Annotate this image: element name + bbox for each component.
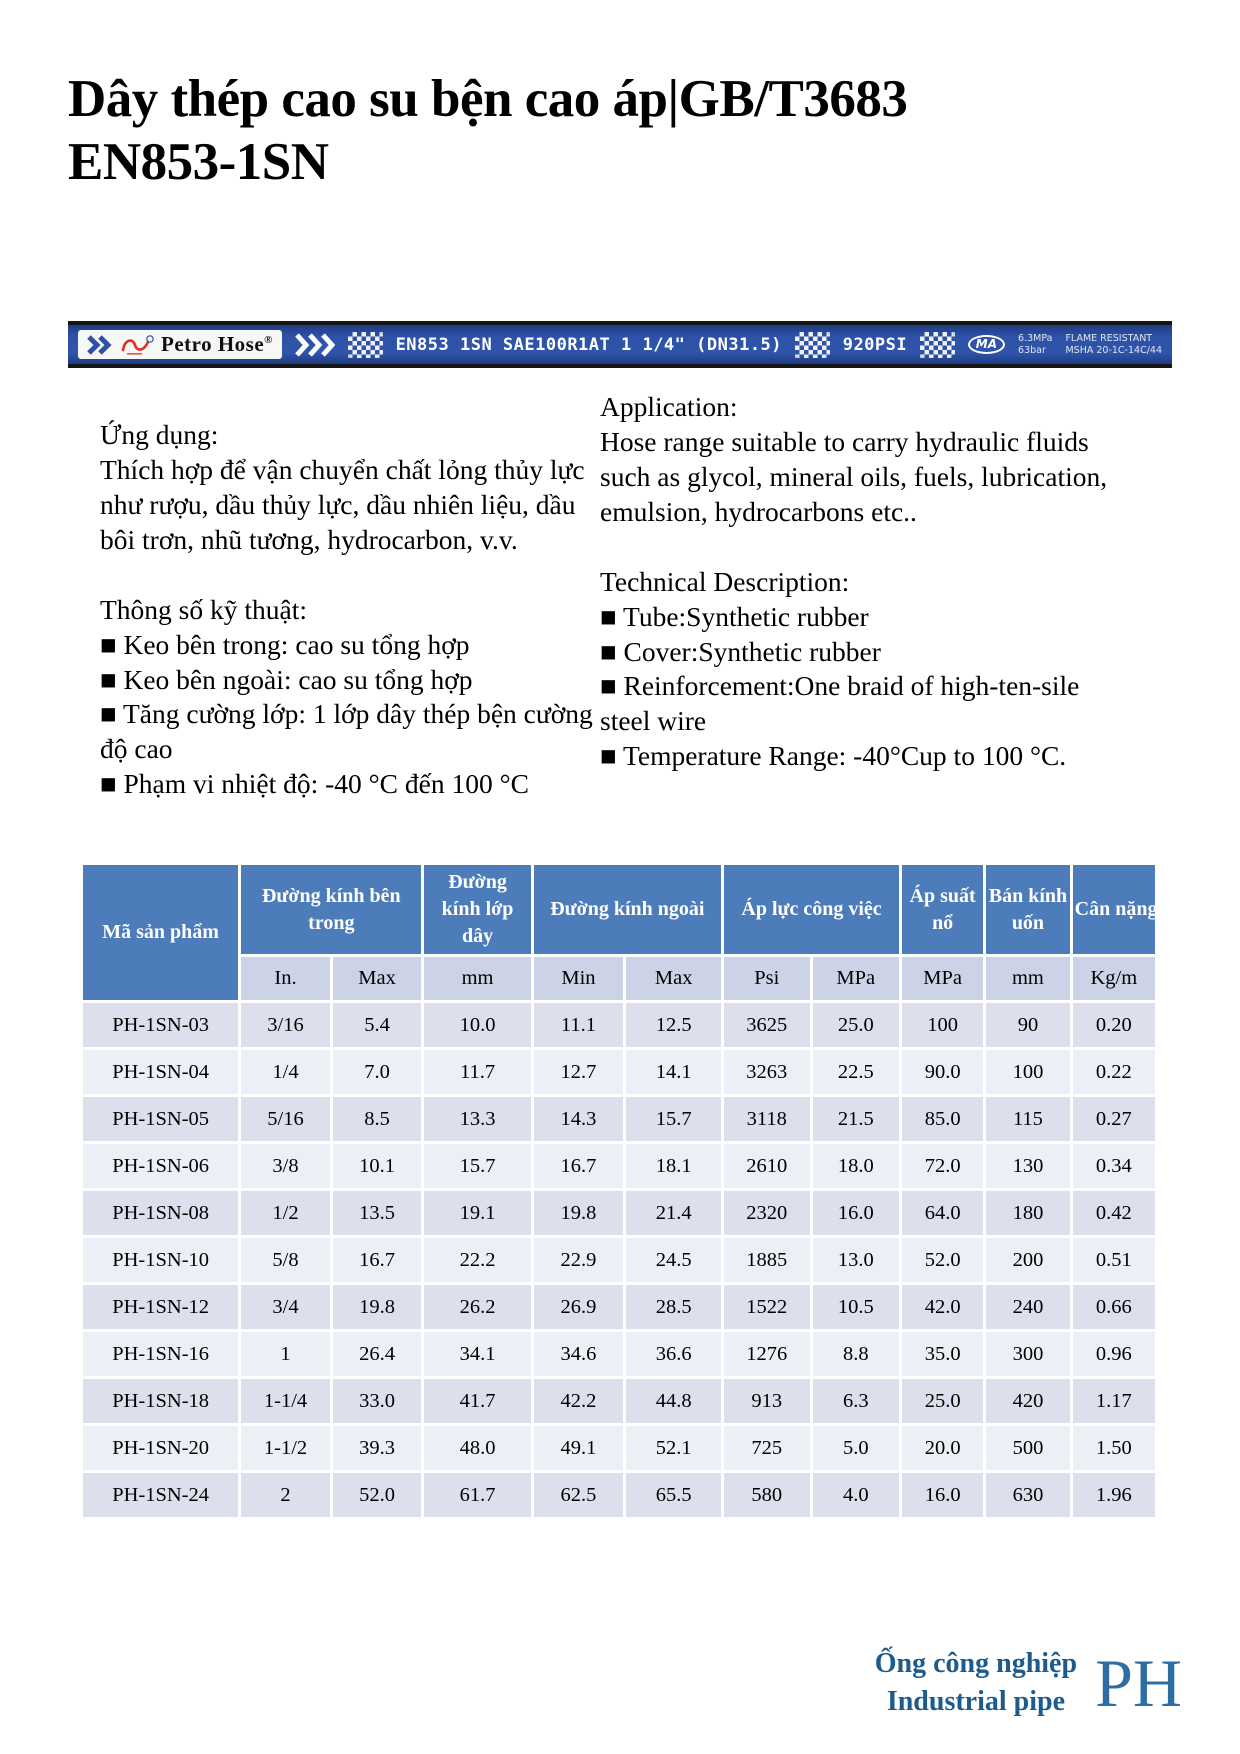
spec-value-cell: 8.8 [813, 1332, 899, 1376]
spec-value-cell: 13.5 [333, 1191, 422, 1235]
tech-heading-vi: Thông số kỹ thuật: [100, 593, 308, 625]
spec-value-cell: 41.7 [424, 1379, 530, 1423]
spec-value-cell: 7.0 [333, 1050, 422, 1094]
product-code-cell: PH-1SN-20 [83, 1426, 238, 1470]
spec-value-cell: 1276 [724, 1332, 809, 1376]
spec-value-cell: 22.2 [424, 1238, 530, 1282]
spec-value-cell: 1.96 [1073, 1473, 1155, 1517]
spec-value-cell: 240 [986, 1285, 1069, 1329]
spec-value-cell: 130 [986, 1144, 1069, 1188]
table-row [83, 1238, 1155, 1282]
spec-value-cell: 2 [241, 1473, 330, 1517]
spec-value-cell: 90 [986, 1003, 1069, 1047]
spec-value-cell: 300 [986, 1332, 1069, 1376]
spec-value-cell: 18.1 [626, 1144, 721, 1188]
spec-value-cell: 100 [986, 1050, 1069, 1094]
bullet-item: ■ Keo bên trong: cao su tổng hợp [100, 628, 470, 660]
product-code-cell: PH-1SN-08 [83, 1191, 238, 1235]
spec-value-cell: 12.7 [534, 1050, 624, 1094]
spec-value-cell: 3/8 [241, 1144, 330, 1188]
spec-value-cell: 5.0 [813, 1426, 899, 1470]
spec-table-body [83, 1003, 1155, 1517]
col-header-wire-diameter: Đường kính lớp dây [424, 865, 530, 954]
spec-value-cell: 0.27 [1073, 1097, 1155, 1141]
bullet-item: ■ Tube:Synthetic rubber [600, 600, 869, 632]
spec-value-cell: 16.0 [902, 1473, 983, 1517]
checker-pattern [348, 332, 383, 358]
table-row [83, 1191, 1155, 1235]
double-chevron-icon [87, 335, 113, 355]
spec-value-cell: 35.0 [902, 1332, 983, 1376]
brand-panel [78, 330, 282, 359]
description-columns [100, 390, 1112, 802]
spec-value-cell: 200 [986, 1238, 1069, 1282]
spec-value-cell: 3/4 [241, 1285, 330, 1329]
spec-value-cell: 1-1/2 [241, 1426, 330, 1470]
table-row [83, 1332, 1155, 1376]
spec-value-cell: 1/2 [241, 1191, 330, 1235]
table-row [83, 1426, 1155, 1470]
spec-value-cell: 0.20 [1073, 1003, 1155, 1047]
col-header-outer-diameter: Đường kính ngoài [534, 865, 721, 954]
spec-value-cell: 1.50 [1073, 1426, 1155, 1470]
product-code-cell: PH-1SN-24 [83, 1473, 238, 1517]
table-sub-header-row [83, 957, 1155, 1000]
spec-value-cell: 3625 [724, 1003, 809, 1047]
sub-header-cell: Max [626, 957, 721, 1000]
product-code-cell: PH-1SN-10 [83, 1238, 238, 1282]
application-heading-en: Application: [600, 391, 738, 422]
spec-value-cell: 725 [724, 1426, 809, 1470]
spec-value-cell: 1-1/4 [241, 1379, 330, 1423]
hose-banner [68, 321, 1172, 368]
spec-value-cell: 2610 [724, 1144, 809, 1188]
spec-value-cell: 0.96 [1073, 1332, 1155, 1376]
spec-value-cell: 5/8 [241, 1238, 330, 1282]
col-header-inner-diameter: Đường kính bên trong [241, 865, 421, 954]
spec-value-cell: 19.8 [534, 1191, 624, 1235]
bullet-item: ■ Phạm vi nhiệt độ: -40 °C đến 100 °C [100, 768, 529, 800]
spec-value-cell: 3/16 [241, 1003, 330, 1047]
spec-value-cell: 52.1 [626, 1426, 721, 1470]
spec-value-cell: 11.7 [424, 1050, 530, 1094]
product-code-cell: PH-1SN-03 [83, 1003, 238, 1047]
spec-value-cell: 72.0 [902, 1144, 983, 1188]
spec-value-cell: 25.0 [902, 1379, 983, 1423]
product-code-cell: PH-1SN-18 [83, 1379, 238, 1423]
spec-value-cell: 1 [241, 1332, 330, 1376]
spec-value-cell: 100 [902, 1003, 983, 1047]
table-row [83, 1144, 1155, 1188]
spec-value-cell: 15.7 [424, 1144, 530, 1188]
col-header-working-pressure: Áp lực công việc [724, 865, 899, 954]
sub-header-cell: MPa [902, 957, 983, 1000]
spec-value-cell: 0.34 [1073, 1144, 1155, 1188]
spec-value-cell: 0.22 [1073, 1050, 1155, 1094]
spec-value-cell: 85.0 [902, 1097, 983, 1141]
product-code-cell: PH-1SN-04 [83, 1050, 238, 1094]
sub-header-cell: Psi [724, 957, 809, 1000]
spec-value-cell: 49.1 [534, 1426, 624, 1470]
page-title-line1: Dây thép cao su bện cao áp|GB/T3683 [68, 70, 908, 128]
psi-rating: 920PSI [842, 334, 908, 355]
spec-value-cell: 42.2 [534, 1379, 624, 1423]
spec-value-cell: 26.4 [333, 1332, 422, 1376]
sub-header-cell: In. [241, 957, 330, 1000]
footer-tagline [875, 1645, 1077, 1721]
company-logo: PH [1095, 1644, 1182, 1721]
flame-resistant-label: FLAME RESISTANT MSHA 20-1C-14C/44 [1065, 333, 1162, 356]
spec-value-cell: 630 [986, 1473, 1069, 1517]
brand-name: Petro Hose® [161, 332, 273, 356]
spec-value-cell: 34.1 [424, 1332, 530, 1376]
spec-value-cell: 1522 [724, 1285, 809, 1329]
checker-pattern [795, 332, 830, 358]
product-code-cell: PH-1SN-12 [83, 1285, 238, 1329]
spec-value-cell: 2320 [724, 1191, 809, 1235]
spec-value-cell: 0.66 [1073, 1285, 1155, 1329]
table-row [83, 1285, 1155, 1329]
sub-header-cell: Min [534, 957, 624, 1000]
spec-value-cell: 10.1 [333, 1144, 422, 1188]
spec-value-cell: 500 [986, 1426, 1069, 1470]
spec-value-cell: 65.5 [626, 1473, 721, 1517]
table-group-header-row [83, 865, 1155, 954]
tech-heading-en: Technical Description: [600, 565, 850, 597]
sub-header-cell: Max [333, 957, 422, 1000]
spec-value-cell: 580 [724, 1473, 809, 1517]
spec-value-cell: 4.0 [813, 1473, 899, 1517]
registered-mark: ® [264, 334, 273, 346]
application-body-vi: Thích hợp để vận chuyển chất lỏng thủy lực như rượu, dầu thủy lực, dầu nhiên liệu, dầu bôi trơn, nhũ tương, hydrocarbon, v.v. [100, 453, 585, 555]
spec-value-cell: 3263 [724, 1050, 809, 1094]
spec-value-cell: 0.42 [1073, 1191, 1155, 1235]
footer [875, 1645, 1182, 1721]
spec-value-cell: 14.3 [534, 1097, 624, 1141]
checker-pattern [920, 332, 955, 358]
spec-value-cell: 8.5 [333, 1097, 422, 1141]
table-row [83, 1050, 1155, 1094]
ma-certification-badge: MA [968, 335, 1005, 354]
bullet-item: ■ Tăng cường lớp: 1 lớp dây thép bện cường độ cao [100, 698, 593, 765]
application-body-en: Hose range suitable to carry hydraulic fluids such as glycol, mineral oils, fuels, lubrication, emulsion, hydrocarbons etc.. [600, 425, 1108, 527]
spec-value-cell: 26.9 [534, 1285, 624, 1329]
spec-value-cell: 36.6 [626, 1332, 721, 1376]
spec-table [80, 862, 1158, 1520]
spec-value-cell: 90.0 [902, 1050, 983, 1094]
spec-value-cell: 180 [986, 1191, 1069, 1235]
table-row [83, 1003, 1155, 1047]
spec-value-cell: 20.0 [902, 1426, 983, 1470]
page-title-line2: EN853-1SN [68, 132, 329, 191]
spec-value-cell: 5/16 [241, 1097, 330, 1141]
spec-value-cell: 913 [724, 1379, 809, 1423]
spec-value-cell: 62.5 [534, 1473, 624, 1517]
pressure-spec: 6.3MPa 63bar [1018, 333, 1053, 356]
spec-value-cell: 13.0 [813, 1238, 899, 1282]
spec-value-cell: 21.4 [626, 1191, 721, 1235]
spec-value-cell: 52.0 [333, 1473, 422, 1517]
page-title [68, 68, 1128, 193]
col-header-weight: Cân nặng [1073, 865, 1155, 954]
spec-value-cell: 22.5 [813, 1050, 899, 1094]
hose-marking-text: EN853 1SN SAE100R1AT 1 1/4" (DN31.5) [395, 334, 783, 355]
bullet-item: ■ Temperature Range: -40°Cup to 100 °C. [600, 740, 1067, 772]
application-heading-vi: Ứng dụng: [100, 419, 219, 450]
footer-tagline-vi: Ống công nghiệp [874, 1648, 1078, 1679]
table-row [83, 1097, 1155, 1141]
spec-value-cell: 64.0 [902, 1191, 983, 1235]
spec-value-cell: 14.1 [626, 1050, 721, 1094]
spec-value-cell: 42.0 [902, 1285, 983, 1329]
spec-value-cell: 25.0 [813, 1003, 899, 1047]
spec-value-cell: 6.3 [813, 1379, 899, 1423]
product-code-cell: PH-1SN-16 [83, 1332, 238, 1376]
col-header-bend-radius: Bán kính uốn [986, 865, 1069, 954]
sub-header-cell: mm [986, 957, 1069, 1000]
spec-value-cell: 19.8 [333, 1285, 422, 1329]
spec-value-cell: 16.7 [534, 1144, 624, 1188]
footer-tagline-en: Industrial pipe [886, 1685, 1065, 1717]
spec-value-cell: 1885 [724, 1238, 809, 1282]
product-code-cell: PH-1SN-06 [83, 1144, 238, 1188]
spec-value-cell: 3118 [724, 1097, 809, 1141]
spec-value-cell: 48.0 [424, 1426, 530, 1470]
spec-value-cell: 44.8 [626, 1379, 721, 1423]
sub-header-cell: Kg/m [1073, 957, 1155, 1000]
sub-header-cell: mm [424, 957, 530, 1000]
table-row [83, 1379, 1155, 1423]
spec-value-cell: 10.0 [424, 1003, 530, 1047]
spec-value-cell: 1/4 [241, 1050, 330, 1094]
sub-header-cell: MPa [813, 957, 899, 1000]
spec-value-cell: 24.5 [626, 1238, 721, 1282]
english-column [600, 390, 1112, 802]
spec-value-cell: 33.0 [333, 1379, 422, 1423]
table-row [83, 1473, 1155, 1517]
product-code-cell: PH-1SN-05 [83, 1097, 238, 1141]
spec-value-cell: 13.3 [424, 1097, 530, 1141]
triple-chevron-icon [295, 333, 335, 357]
spec-value-cell: 115 [986, 1097, 1069, 1141]
spec-value-cell: 34.6 [534, 1332, 624, 1376]
spec-value-cell: 26.2 [424, 1285, 530, 1329]
spec-value-cell: 21.5 [813, 1097, 899, 1141]
bullet-item: ■ Cover:Synthetic rubber [600, 635, 881, 667]
spec-value-cell: 16.7 [333, 1238, 422, 1282]
bullet-item: ■ Keo bên ngoài: cao su tổng hợp [100, 663, 473, 695]
spec-value-cell: 18.0 [813, 1144, 899, 1188]
spec-value-cell: 420 [986, 1379, 1069, 1423]
petro-hose-logo-icon [120, 333, 154, 357]
spec-value-cell: 28.5 [626, 1285, 721, 1329]
spec-value-cell: 5.4 [333, 1003, 422, 1047]
spec-value-cell: 11.1 [534, 1003, 624, 1047]
spec-value-cell: 16.0 [813, 1191, 899, 1235]
spec-value-cell: 61.7 [424, 1473, 530, 1517]
spec-value-cell: 1.17 [1073, 1379, 1155, 1423]
spec-value-cell: 0.51 [1073, 1238, 1155, 1282]
bullet-item: ■ Reinforcement:One braid of high-ten-sile steel wire [600, 670, 1080, 737]
col-header-product-code: Mã sản phẩm [83, 865, 238, 1000]
col-header-burst-pressure: Áp suất nổ [902, 865, 983, 954]
spec-value-cell: 12.5 [626, 1003, 721, 1047]
spec-value-cell: 15.7 [626, 1097, 721, 1141]
spec-value-cell: 22.9 [534, 1238, 624, 1282]
spec-value-cell: 39.3 [333, 1426, 422, 1470]
vietnamese-column [100, 390, 600, 802]
spec-value-cell: 19.1 [424, 1191, 530, 1235]
spec-value-cell: 52.0 [902, 1238, 983, 1282]
spec-value-cell: 10.5 [813, 1285, 899, 1329]
